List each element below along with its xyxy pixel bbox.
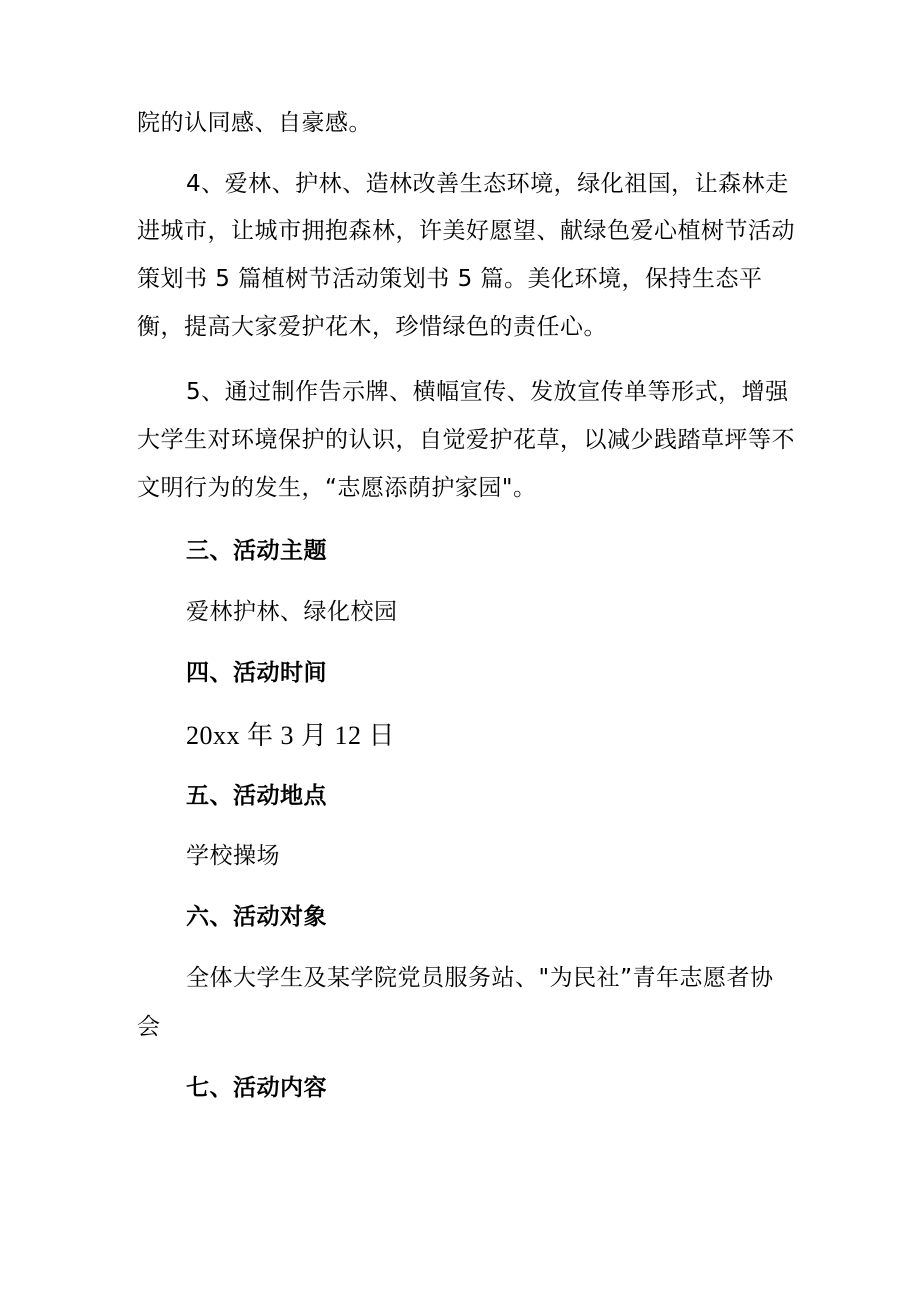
paragraph-continuation: 院的认同感、自豪感。	[137, 110, 372, 136]
section-3-content: 爱林护林、绿化校园	[186, 599, 398, 625]
section-5-heading: 五、活动地点	[186, 783, 327, 809]
section-4-heading: 四、活动时间	[186, 660, 327, 686]
section-6-content-line-1: 全体大学生及某学院党员服务站、"为民社”青年志愿者协	[186, 965, 774, 991]
section-6-heading: 六、活动对象	[186, 904, 327, 930]
point-5-line-3: 文明行为的发生，“志愿添荫护家园"。	[137, 475, 537, 501]
section-6-content-line-2: 会	[137, 1014, 161, 1040]
section-5-content: 学校操场	[186, 843, 280, 869]
point-4-line-1: 4、爱林、护林、造林改善生态环境，绿化祖国，让森林走	[186, 171, 789, 197]
point-4-line-2: 进城市，让城市拥抱森林，许美好愿望、献绿色爱心植树节活动	[137, 218, 795, 244]
point-5-line-1: 5、通过制作告示牌、横幅宣传、发放宣传单等形式，增强	[186, 379, 789, 405]
section-7-heading: 七、活动内容	[186, 1075, 327, 1101]
point-4-line-3: 策划书 5 篇植树节活动策划书 5 篇。美化环境，保持生态平	[137, 266, 763, 292]
section-4-content: 20xx 年 3 月 12 日	[186, 721, 396, 750]
section-3-heading: 三、活动主题	[186, 538, 327, 564]
point-5-line-2: 大学生对环境保护的认识，自觉爱护花草，以减少践踏草坪等不	[137, 427, 795, 453]
point-4-line-4: 衡，提高大家爱护花木，珍惜绿色的责任心。	[137, 314, 607, 340]
